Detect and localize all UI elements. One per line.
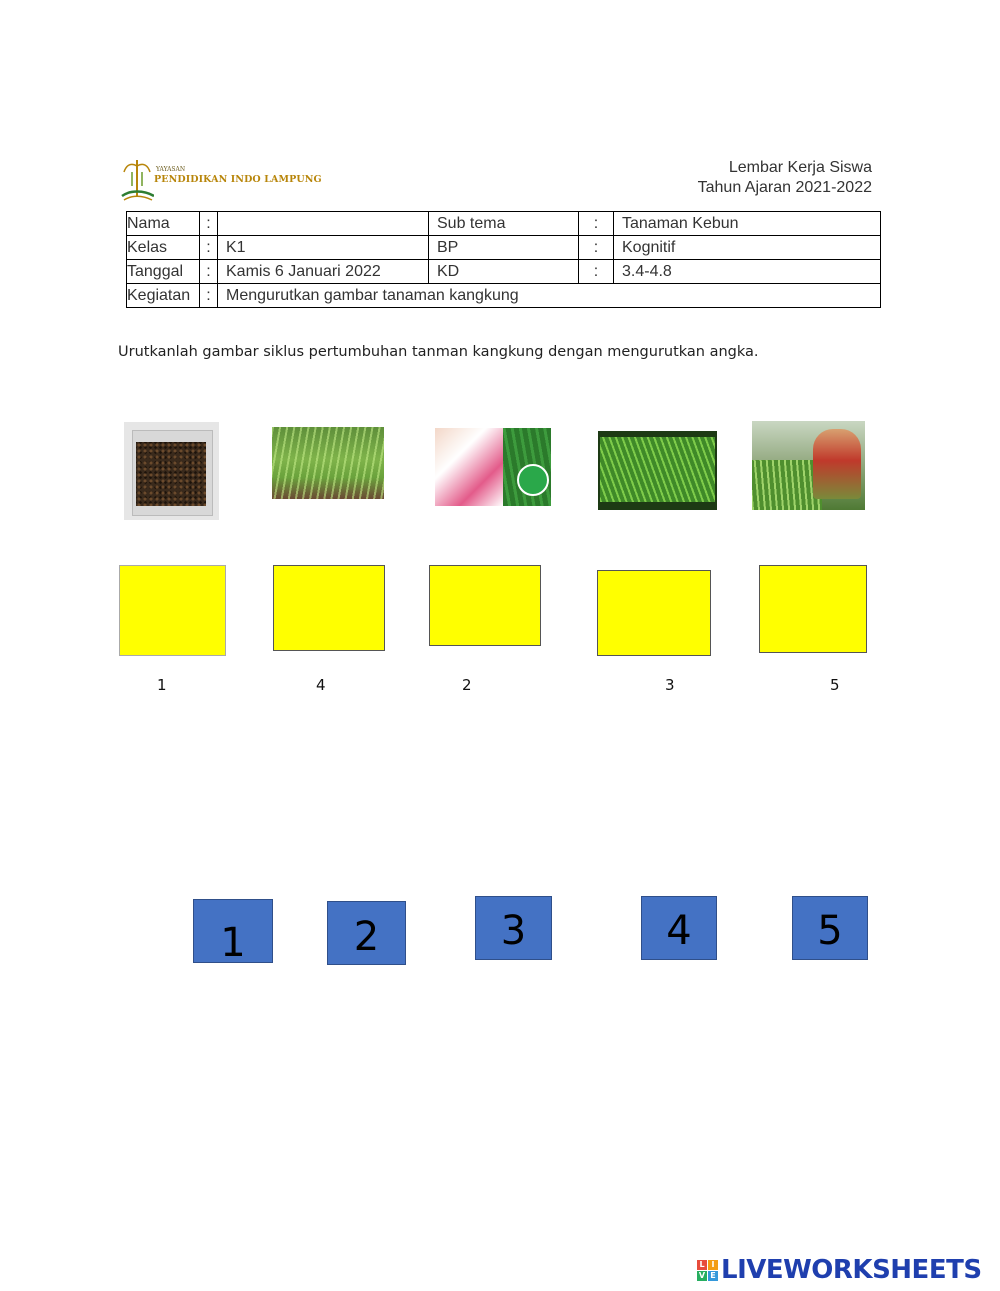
brand-grid-icon [697,1260,718,1281]
brand-letter: L [697,1260,707,1270]
colon: : [200,260,218,284]
school-logo [120,150,322,206]
number-tile-5[interactable]: 5 [792,896,868,960]
subtheme-label: Sub tema [429,212,579,236]
logo-small-text: YAYASAN [156,166,186,173]
colon: : [200,212,218,236]
brand-name: LIVEWORKSHEETS [721,1255,982,1285]
number-tile-2[interactable]: 2 [327,901,406,965]
name-label: Nama [127,212,200,236]
seeds-texture [136,442,206,506]
answer-drop-box-2[interactable] [273,565,385,651]
date-value: Kamis 6 Januari 2022 [218,260,429,284]
activity-value: Mengurutkan gambar tanaman kangkung [218,284,881,308]
answer-drop-box-4[interactable] [597,570,711,656]
number-tile-3[interactable]: 3 [475,896,552,960]
logo-main-text: PENDIDIKAN INDO LAMPUNG [154,174,322,185]
kd-value: 3.4-4.8 [614,260,881,284]
number-tile-4[interactable]: 4 [641,896,717,960]
logo-plant-icon [120,152,154,202]
bp-label: BP [429,236,579,260]
colon: : [200,284,218,308]
table-row [127,212,881,236]
greens-texture [752,460,822,510]
colon: : [579,212,614,236]
kangkung-badge [517,464,549,496]
answer-number: 4 [316,676,326,694]
table-row [127,236,881,260]
number-tile-1[interactable]: 1 [193,899,273,963]
date-label: Tanggal [127,260,200,284]
colon: : [579,260,614,284]
bp-value: Kognitif [614,236,881,260]
brand-letter: E [708,1271,718,1281]
answer-drop-box-5[interactable] [759,565,867,653]
kids-planting-photo [435,428,551,506]
brand-letter: V [698,1270,706,1280]
seed-bag-photo [124,422,219,520]
answer-number: 1 [157,676,167,694]
answer-number: 5 [830,676,840,694]
answer-number: 2 [462,676,472,694]
name-field[interactable] [218,212,429,236]
kd-label: KD [429,260,579,284]
subtheme-value: Tanaman Kebun [614,212,881,236]
farmers-figure [813,429,861,499]
table-row [127,260,881,284]
class-label: Kelas [127,236,200,260]
class-value: K1 [218,236,429,260]
colon: : [579,236,614,260]
activity-label: Kegiatan [127,284,200,308]
instruction-text: Urutkanlah gambar siklus pertumbuhan tanman kangkung dengan mengurutkan angka. [118,344,759,360]
worksheet-title: Lembar Kerja Siswa [728,159,872,176]
colon: : [200,236,218,260]
harvest-photo [752,421,865,510]
answer-drop-box-1[interactable] [119,565,226,656]
children-figure [435,428,503,506]
worksheet-header [698,158,872,198]
liveworksheets-logo [697,1255,982,1285]
table-row [127,284,881,308]
brand-letter: I [708,1260,718,1270]
school-year: Tahun Ajaran 2021-2022 [697,179,872,196]
answer-drop-box-3[interactable] [429,565,541,646]
seedling-tray-photo [598,431,717,510]
sprouts-photo [272,427,384,499]
answer-number: 3 [665,676,675,694]
student-info-table [126,211,881,308]
